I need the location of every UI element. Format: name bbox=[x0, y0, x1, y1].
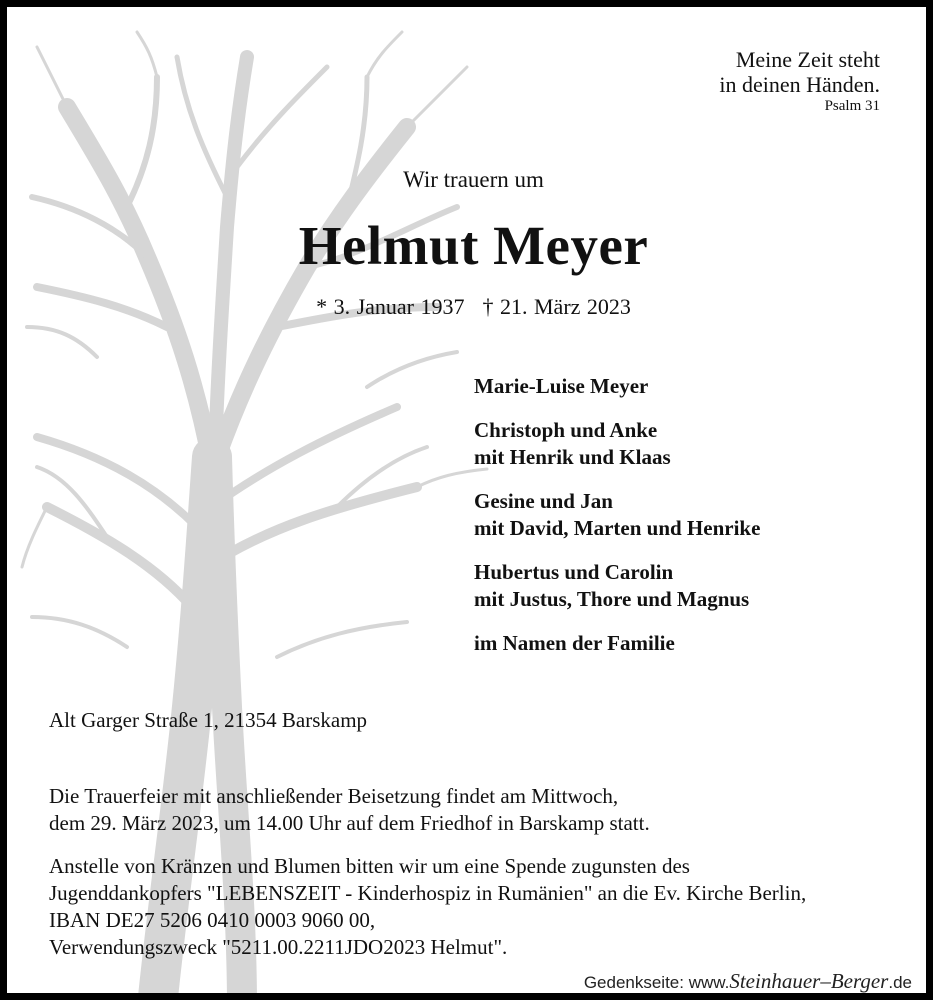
brand-name: Berger bbox=[830, 969, 889, 993]
ceremony-line: dem 29. März 2023, um 14.00 Uhr auf dem Friedhof in Barskamp statt. bbox=[49, 811, 650, 835]
footer-tld: .de bbox=[888, 973, 912, 992]
mourner-group bbox=[474, 417, 760, 471]
donation-line: IBAN DE27 5206 0410 0003 9060 00, bbox=[49, 908, 376, 932]
mourner-line: mit David, Marten und Henrike bbox=[474, 516, 761, 540]
mourner-line: Christoph und Anke bbox=[474, 418, 658, 442]
mourner-line: mit Henrik und Klaas bbox=[474, 445, 671, 469]
quote-source: Psalm 31 bbox=[824, 98, 880, 114]
death-date: † 21. März 2023 bbox=[482, 294, 631, 319]
mourner-group bbox=[474, 559, 760, 613]
mourner-line: Marie-Luise Meyer bbox=[474, 374, 649, 398]
donation-line: Anstelle von Kränzen und Blumen bitten wir um eine Spende zugunsten des bbox=[49, 854, 690, 878]
intro-text: Wir trauern um bbox=[403, 167, 544, 192]
mourners-list bbox=[474, 373, 760, 674]
quote-line: in deinen Händen. bbox=[719, 72, 880, 97]
brand-dash: – bbox=[820, 969, 831, 993]
ceremony-line: Die Trauerfeier mit anschließender Beisetzung findet am Mittwoch, bbox=[49, 784, 619, 808]
mourner-line: Hubertus und Carolin bbox=[474, 560, 674, 584]
birth-date: * 3. Januar 1937 bbox=[316, 294, 465, 319]
donation-info bbox=[49, 853, 806, 961]
brand-name: Steinhauer bbox=[729, 969, 821, 993]
psalm-quote bbox=[719, 47, 880, 115]
life-dates bbox=[7, 294, 933, 320]
mourner-group bbox=[474, 373, 760, 400]
memorial-page-link[interactable] bbox=[584, 969, 912, 994]
tree-silhouette-icon bbox=[7, 7, 933, 1000]
family-address: Alt Garger Straße 1, 21354 Barskamp bbox=[49, 708, 368, 732]
footer-label: Gedenkseite: www. bbox=[583, 973, 730, 992]
mourner-group bbox=[474, 488, 760, 542]
ceremony-info bbox=[49, 783, 650, 837]
mourner-line: im Namen der Familie bbox=[474, 631, 675, 655]
donation-line: Jugenddankopfers "LEBENSZEIT - Kinderhospiz in Rumänien" an die Ev. Kirche Berlin, bbox=[49, 881, 807, 905]
deceased-name: Helmut Meyer bbox=[298, 215, 649, 276]
mourner-line: Gesine und Jan bbox=[474, 489, 613, 513]
donation-line: Verwendungszweck "5211.00.2211JDO2023 Helmut". bbox=[49, 935, 508, 959]
mourner-line: mit Justus, Thore und Magnus bbox=[474, 587, 750, 611]
quote-line: Meine Zeit steht bbox=[735, 47, 880, 72]
mourner-group bbox=[474, 630, 760, 657]
